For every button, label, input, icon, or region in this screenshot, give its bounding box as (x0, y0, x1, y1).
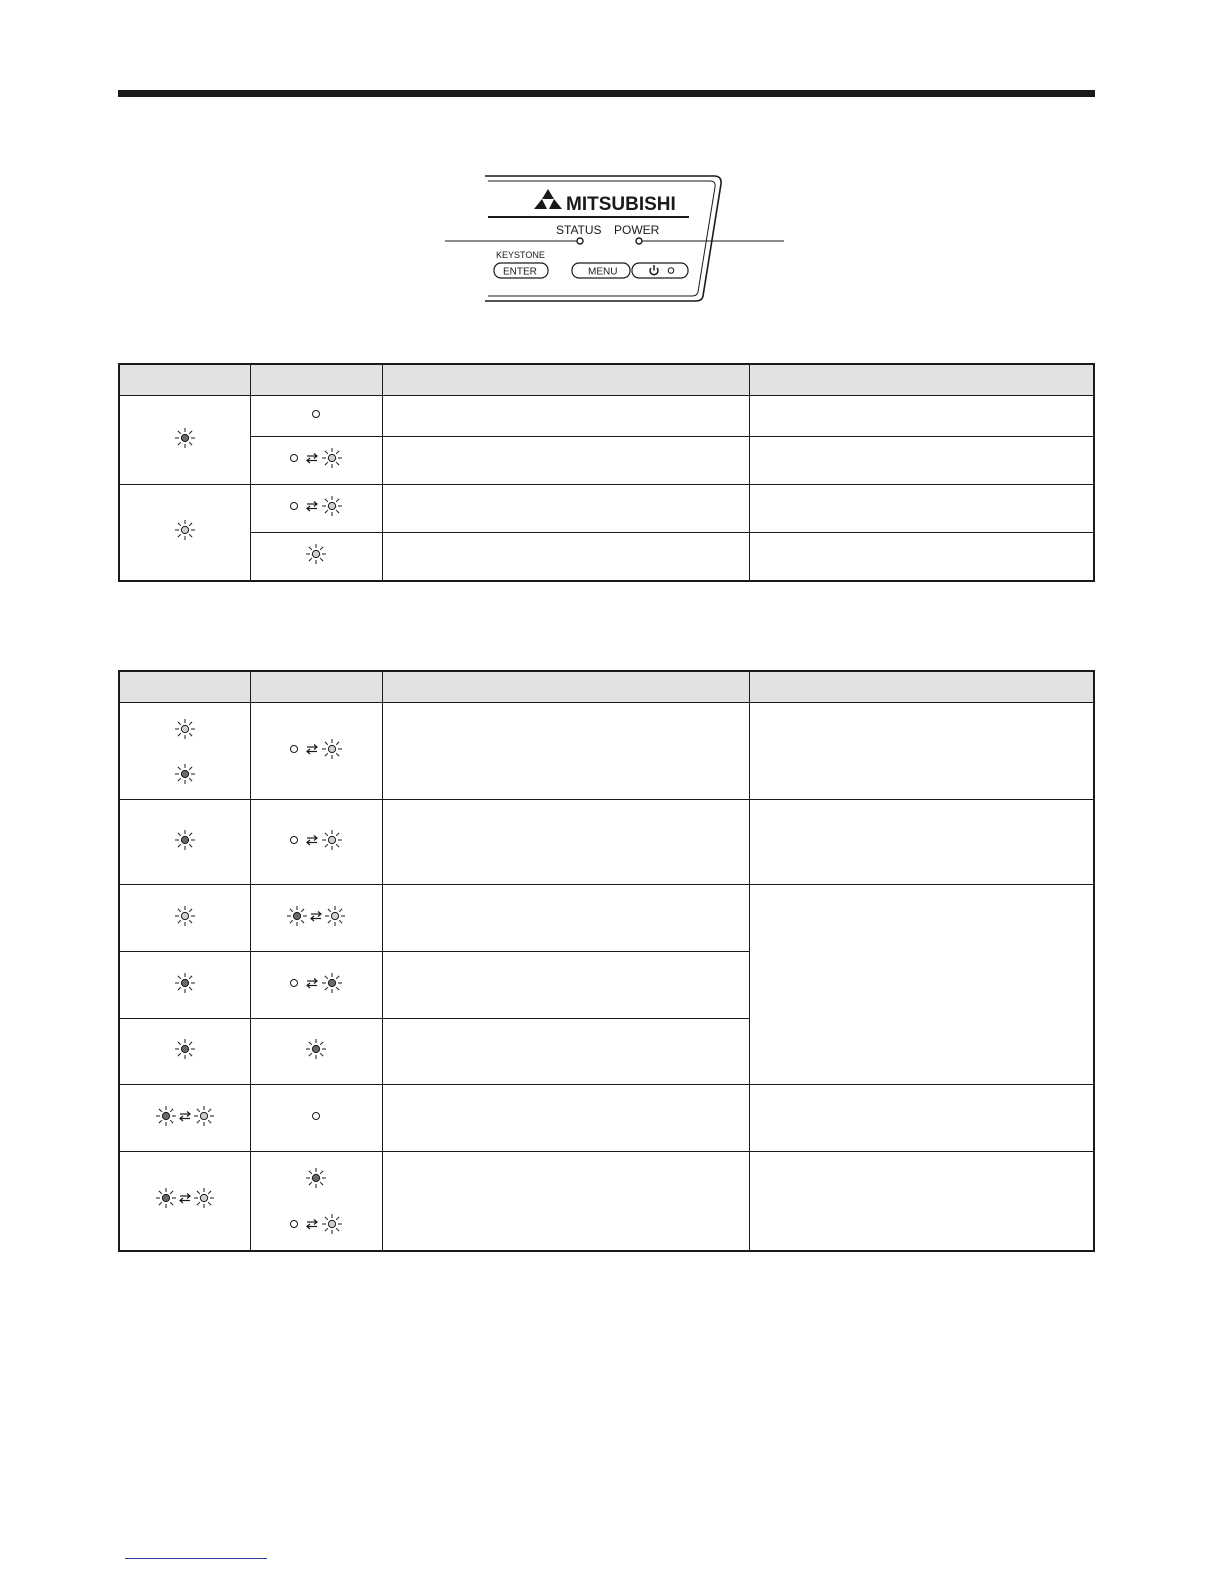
led-off-blink-dark-icon (286, 971, 346, 995)
status-cell (119, 885, 250, 952)
power-cell (250, 1085, 382, 1152)
description-cell (383, 952, 750, 1019)
description-cell (383, 485, 750, 533)
header-cell (119, 364, 250, 396)
led-off-blink-light-icon (286, 828, 346, 852)
led-blink-dark-icon (173, 426, 197, 450)
power-cell (250, 952, 382, 1019)
brand-text: MITSUBISHI (566, 194, 676, 215)
status-cell (119, 703, 250, 800)
header-cell (383, 671, 750, 703)
description-cell (383, 1085, 750, 1152)
mitsubishi-logo-icon (534, 189, 562, 209)
led-off-icon (309, 1104, 323, 1128)
power-indicator-icon (636, 238, 642, 244)
power-cell (250, 396, 382, 437)
table-row (119, 800, 1094, 885)
table-row (119, 396, 1094, 437)
description-cell (383, 800, 750, 885)
power-cell (250, 800, 382, 885)
led-status-table-normal (118, 363, 1095, 582)
description-cell (383, 533, 750, 581)
remedy-cell (749, 1085, 1094, 1152)
led-blink-dark-icon (173, 971, 197, 995)
table-row (119, 437, 1094, 485)
led-dark-blink-light-icon (154, 1186, 216, 1210)
status-cell (119, 952, 250, 1019)
led-blink-light-icon (173, 904, 197, 928)
power-cell (250, 437, 382, 485)
power-cell (250, 703, 382, 800)
led-blink-dark-icon (173, 828, 197, 852)
header-cell (250, 671, 382, 703)
description-cell (383, 1019, 750, 1085)
header-cell (250, 364, 382, 396)
keystone-label: KEYSTONE (496, 250, 545, 260)
projector-control-panel-illustration (440, 170, 790, 310)
remedy-cell (749, 1152, 1094, 1251)
status-cell (119, 396, 250, 485)
table-row (119, 885, 1094, 952)
led-status-table-errors (118, 670, 1095, 1252)
description-cell (383, 1152, 750, 1251)
remedy-cell (749, 396, 1094, 437)
table-row (119, 1152, 1094, 1251)
led-off-blink-light-icon (286, 1212, 346, 1236)
description-cell (383, 703, 750, 800)
description-cell (383, 885, 750, 952)
table-header-row (119, 364, 1094, 396)
description-cell (383, 396, 750, 437)
led-blink-dark-icon (304, 1166, 328, 1190)
header-cell (749, 671, 1094, 703)
table-row (119, 533, 1094, 581)
led-off-blink-light-icon (286, 494, 346, 518)
led-blink-dark-icon (304, 1037, 328, 1061)
led-blink-light-icon (304, 542, 328, 566)
status-cell (119, 1085, 250, 1152)
header-cell (119, 671, 250, 703)
enter-button-label: ENTER (503, 266, 537, 278)
led-off-icon (309, 402, 323, 426)
power-cell (250, 1152, 382, 1251)
top-rule (118, 90, 1095, 97)
header-cell (383, 364, 750, 396)
led-blink-dark-icon (173, 1037, 197, 1061)
header-cell (749, 364, 1094, 396)
table-row (119, 1085, 1094, 1152)
remedy-cell (749, 885, 1094, 1085)
led-off-blink-light-icon (286, 446, 346, 470)
table-row (119, 485, 1094, 533)
remedy-cell (749, 533, 1094, 581)
led-blink-light-icon (173, 717, 197, 741)
remedy-cell (749, 703, 1094, 800)
remedy-cell (749, 437, 1094, 485)
led-dark-blink-light-icon (154, 1104, 216, 1128)
power-cell (250, 885, 382, 952)
power-label: POWER (614, 223, 660, 237)
led-blink-light-icon (173, 518, 197, 542)
led-blink-dark-icon (173, 762, 197, 786)
status-label: STATUS (556, 223, 602, 237)
led-dark-blink-light-icon (285, 904, 347, 928)
power-cell (250, 485, 382, 533)
menu-button-label: MENU (588, 266, 618, 278)
status-cell (119, 1152, 250, 1251)
remedy-cell (749, 485, 1094, 533)
bottom-link-rule (125, 1558, 267, 1559)
power-button[interactable] (632, 263, 688, 278)
description-cell (383, 437, 750, 485)
power-cell (250, 533, 382, 581)
status-cell (119, 485, 250, 581)
led-off-blink-light-icon (286, 737, 346, 761)
power-cell (250, 1019, 382, 1085)
status-cell (119, 1019, 250, 1085)
status-cell (119, 800, 250, 885)
table-row (119, 703, 1094, 800)
table-header-row (119, 671, 1094, 703)
remedy-cell (749, 800, 1094, 885)
status-indicator-icon (577, 238, 583, 244)
